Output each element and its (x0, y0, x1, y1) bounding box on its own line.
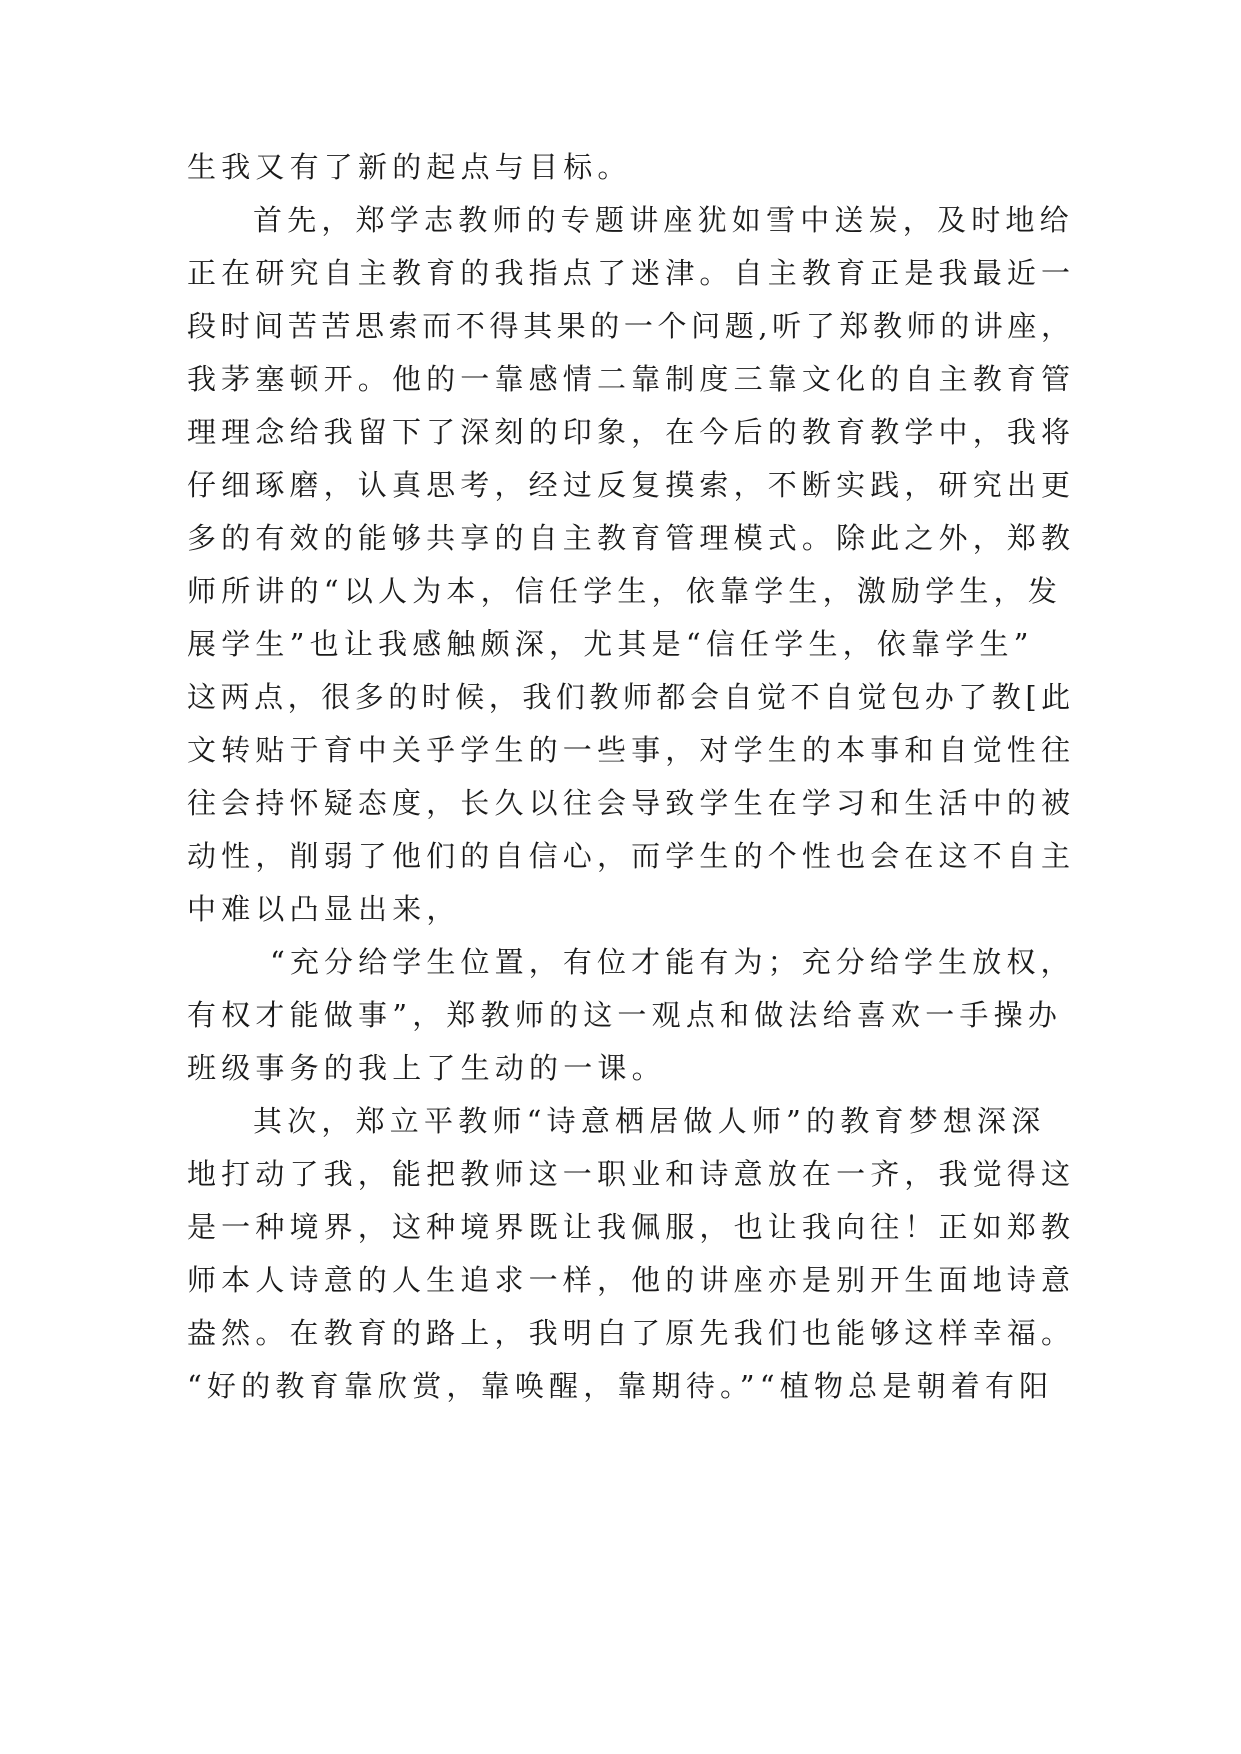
text-line: 师所讲的“以人为本，信任学生，依靠学生，激励学生，发 (187, 574, 1063, 608)
text-line: “好的教育靠欣赏，靠唤醒，靠期待。”“植物总是朝着有阳 (187, 1369, 1054, 1403)
text-line: 有权才能做事”，郑教师的这一观点和做法给喜欢一手操办 (187, 998, 1063, 1032)
text-line: 这两点，很多的时候，我们教师都会自觉不自觉包办了教[此 (187, 680, 1075, 714)
text-line: 中难以凸显出来， (187, 892, 461, 926)
text-line: 是一种境界，这种境界既让我佩服，也让我向往！正如郑教 (187, 1210, 1076, 1244)
text-line: 段时间苦苦思索而不得其果的一个问题,听了郑教师的讲座， (187, 309, 1075, 343)
text-line: 首先，郑学志教师的专题讲座犹如雪中送炭，及时地给 (253, 203, 1074, 237)
text-line: “充分给学生位置，有位才能有为；充分给学生放权， (270, 945, 1075, 979)
text-line: 正在研究自主教育的我指点了迷津。自主教育正是我最近一 (187, 256, 1076, 290)
text-line: 生我又有了新的起点与目标。 (187, 150, 632, 184)
text-line: 盎然。在教育的路上，我明白了原先我们也能够这样幸福。 (187, 1316, 1076, 1350)
text-line: 往会持怀疑态度，长久以往会导致学生在学习和生活中的被 (187, 786, 1076, 820)
text-line: 班级事务的我上了生动的一课。 (187, 1051, 666, 1085)
text-line: 仔细琢磨，认真思考，经过反复摸索，不断实践，研究出更 (187, 468, 1076, 502)
text-line: 多的有效的能够共享的自主教育管理模式。除此之外，郑教 (187, 521, 1076, 555)
text-line: 师本人诗意的人生追求一样，他的讲座亦是别开生面地诗意 (187, 1263, 1076, 1297)
text-line: 文转贴于育中关乎学生的一些事，对学生的本事和自觉性往 (187, 733, 1076, 767)
text-line: 展学生”也让我感触颇深，尤其是“信任学生，依靠学生” (187, 627, 1034, 661)
text-line: 理理念给我留下了深刻的印象，在今后的教育教学中，我将 (187, 415, 1076, 449)
text-line: 地打动了我，能把教师这一职业和诗意放在一齐，我觉得这 (187, 1157, 1076, 1191)
text-line: 动性，削弱了他们的自信心，而学生的个性也会在这不自主 (187, 839, 1076, 873)
text-line: 其次，郑立平教师“诗意栖居做人师”的教育梦想深深 (253, 1104, 1046, 1138)
text-line: 我茅塞顿开。他的一靠感情二靠制度三靠文化的自主教育管 (187, 362, 1076, 396)
